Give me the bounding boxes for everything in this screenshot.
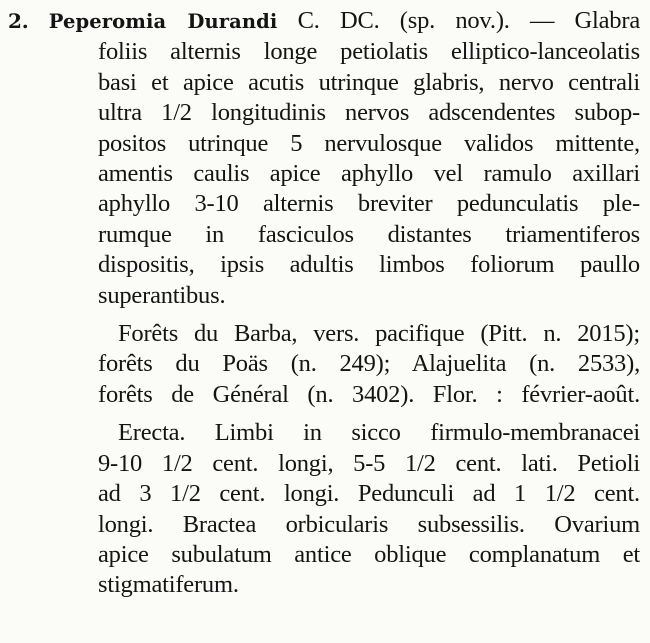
heading-rest: C. DC. (sp. nov.). — Glabra	[297, 7, 640, 34]
notes-line: stigmatiferum.	[98, 571, 239, 599]
description-line: aphyllo 3-10 alternis breviter pedunculatis ple-	[98, 190, 640, 218]
description-line: dispositis, ipsis adultis limbos foliorum paullo	[98, 251, 640, 279]
localities-line: forêts de Général (n. 3402). Flor. : février-août.	[98, 380, 640, 408]
entry-heading-line	[8, 6, 640, 37]
species-name: Peperomia Durandi	[48, 10, 278, 33]
localities-block	[8, 319, 640, 410]
notes-block	[8, 418, 640, 600]
entry-number: 2.	[8, 9, 29, 33]
description-line: rumque in fasciculos distantes triamentiferos	[98, 220, 640, 248]
localities-line: Forêts du Barba, vers. pacifique (Pitt. n. 2015);	[118, 320, 640, 348]
description-line: foliis alternis longe petiolatis elliptico-lanceolatis	[98, 38, 640, 66]
species-entry	[8, 6, 640, 601]
description-line: ultra 1/2 longitudinis nervos adscendentes subop-	[98, 99, 640, 127]
notes-line: longi. Bractea orbicularis subsessilis. Ovarium	[98, 510, 640, 538]
description-line: positos utrinque 5 nervulosque validos mittente,	[98, 129, 640, 157]
notes-line: Erecta. Limbi in sicco firmulo-membranacei	[118, 419, 640, 447]
localities-line: forêts du Poäs (n. 249); Alajuelita (n. 2533),	[98, 350, 640, 378]
description-line: basi et apice acutis utrinque glabris, nervo centrali	[98, 68, 640, 96]
description-line: amentis caulis apice aphyllo vel ramulo axillari	[98, 160, 640, 188]
description-block	[8, 37, 640, 311]
description-line: superantibus.	[98, 281, 226, 309]
notes-line: ad 3 1/2 cent. longi. Pedunculi ad 1 1/2 cent.	[98, 480, 640, 508]
notes-line: apice subulatum antice oblique complanatum et	[98, 540, 640, 568]
notes-line: 9-10 1/2 cent. longi, 5-5 1/2 cent. lati. Petioli	[98, 449, 640, 477]
